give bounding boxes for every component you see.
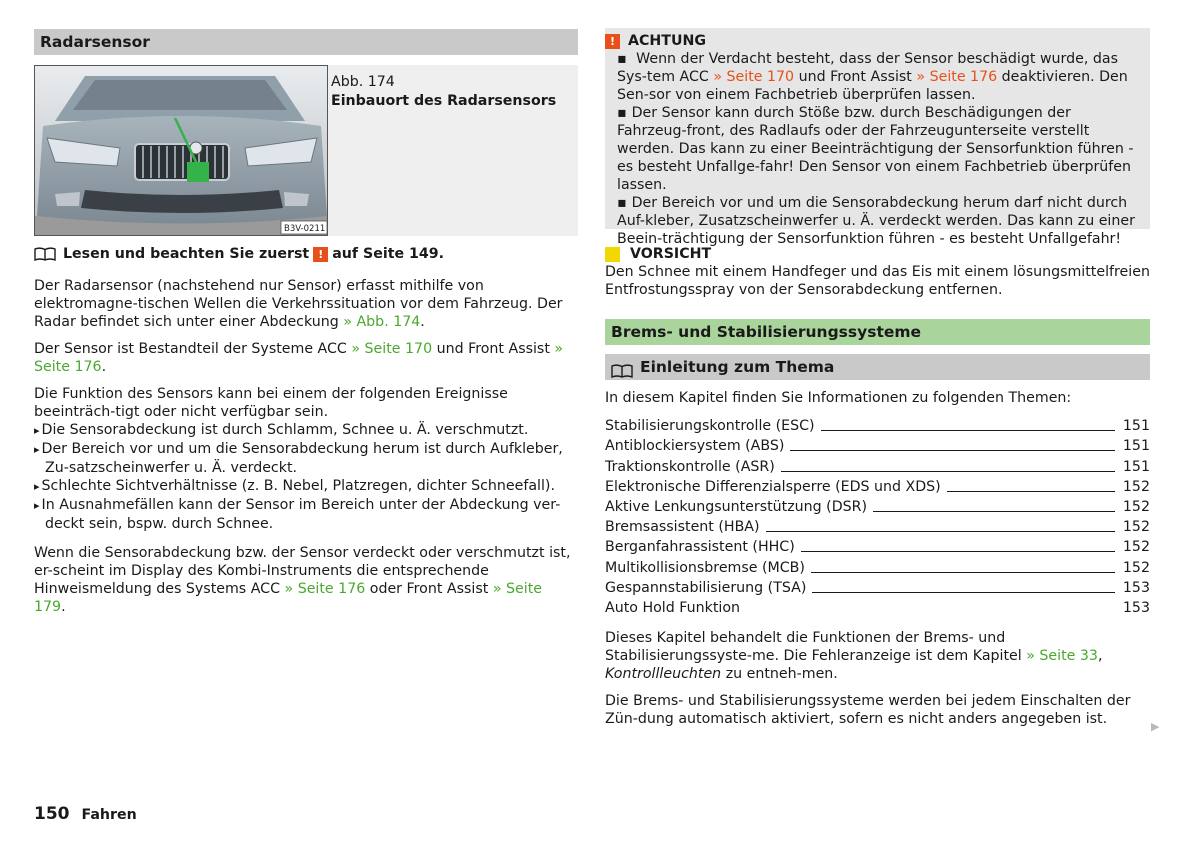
- warning-title: [605, 32, 1139, 50]
- list-item: ▸ Die Sensorabdeckung ist durch Schlamm, Schnee u. Ä. verschmutzt.: [34, 421, 578, 440]
- intro-text: In diesem Kapitel finden Sie Informationen zu folgenden Themen:: [605, 390, 1072, 406]
- caution-text: Den Schnee mit einem Handfeger und das Eis mit einem lösungsmittelfreien Entfrostungsspray von der Sensorabdeckung entfernen.: [605, 264, 1150, 298]
- list-item: ▸ Schlechte Sichtverhältnisse (z. B. Nebel, Platzregen, dichter Schneefall).: [34, 477, 578, 496]
- page-number: 150: [34, 804, 70, 824]
- p1-end: .: [420, 314, 425, 330]
- figure-title: Einbauort des Radarsensors: [331, 93, 557, 109]
- p-chapter-comma: ,: [1097, 647, 1103, 664]
- toc-leader: [781, 471, 1115, 472]
- toc-label: Gespannstabilisierung (TSA): [605, 579, 807, 596]
- toc-leader: [947, 491, 1115, 492]
- toc-leader: [801, 551, 1115, 552]
- toc-label: Bremsassistent (HBA): [605, 519, 760, 536]
- paragraph-radarsensor-intro: [34, 277, 578, 331]
- p1-text: Der Radarsensor (nachstehend nur Sensor) erfasst mithilfe von elektromagne-tischen Wellen die Verkehrssituation vor dem Fahrzeug. Der Radar befindet sich unter einer Abdeckung: [34, 278, 563, 330]
- read-first-note: [34, 244, 578, 264]
- p2-mid: und Front Assist: [436, 341, 550, 357]
- book-icon: [611, 360, 633, 374]
- toc-page: 153: [1122, 579, 1150, 596]
- p-chapter-end: zu entneh-men.: [725, 665, 838, 682]
- toc-label: Stabilisierungskontrolle (ESC): [605, 418, 815, 435]
- p4-text: Wenn die Sensorabdeckung bzw. der Sensor verdeckt oder verschmutzt ist, er-scheint im Display des Kombi-Instruments die entsprechende Hinweismeldung des Systems ACC: [34, 545, 571, 597]
- left-column: [34, 29, 578, 616]
- right-column: [605, 28, 1150, 728]
- car-front-image: [34, 65, 328, 236]
- toc-label: Traktionskontrolle (ASR): [605, 458, 775, 475]
- book-icon: [34, 247, 56, 261]
- read-note-before: Lesen und beachten Sie zuerst: [63, 246, 310, 262]
- warning-b1-c: deaktivieren. Den Sen-sor von einem Fachbetrieb überprüfen lassen.: [617, 69, 1128, 103]
- link-seite-176[interactable]: » Seite 176: [916, 69, 998, 85]
- link-seite-176[interactable]: » Seite 176: [34, 341, 564, 375]
- list-item: ▸ In Ausnahmefällen kann der Sensor im Bereich unter der Abdeckung ver-deckt sein, bspw. durch Schnee.: [34, 496, 578, 533]
- p4-mid: oder Front Assist: [369, 581, 489, 597]
- toc-label: Aktive Lenkungsunterstützung (DSR): [605, 498, 868, 515]
- intro-header-text: Einleitung zum Thema: [640, 358, 835, 376]
- paragraph-chapter-info: [605, 629, 1150, 683]
- link-seite-170[interactable]: » Seite 170: [351, 341, 433, 357]
- toc-leader: [873, 511, 1115, 512]
- figure-174: [34, 65, 578, 236]
- paragraph-auto-activation: Die Brems- und Stabilisierungssysteme werden bei jedem Einschalten der Zün-dung automatisch aktiviert, sofern es nicht anders angegeben ist.: [605, 692, 1131, 727]
- toc-page: 151: [1122, 458, 1150, 475]
- toc-row[interactable]: [605, 455, 1150, 475]
- p4-end: .: [61, 599, 66, 615]
- intro-header: [605, 354, 1150, 380]
- link-seite-170[interactable]: » Seite 170: [713, 69, 795, 85]
- link-seite-179[interactable]: » Seite 179: [34, 581, 542, 615]
- section-title-radarsensor: Radarsensor: [34, 29, 578, 55]
- toc-label: Auto Hold Funktion: [605, 599, 741, 616]
- p2-text: Der Sensor ist Bestandteil der Systeme ACC: [34, 341, 347, 357]
- list-item: ▸ Der Bereich vor und um die Sensorabdeckung herum ist durch Aufkleber, Zu-satzscheinwerfer u. Ä. verdeckt.: [34, 440, 578, 477]
- next-page-arrow-icon: ▶: [1151, 720, 1160, 733]
- p2-end: .: [101, 359, 107, 375]
- car-front-illustration: [35, 66, 328, 236]
- toc-page: 152: [1122, 559, 1150, 576]
- toc-page: 152: [1122, 498, 1150, 515]
- toc-row[interactable]: [605, 536, 1150, 556]
- toc-page: 152: [1122, 519, 1150, 536]
- toc-label: Elektronische Differenzialsperre (EDS und XDS): [605, 478, 941, 495]
- toc-row[interactable]: [605, 516, 1150, 536]
- toc-row[interactable]: [605, 435, 1150, 455]
- toc-page: 151: [1122, 438, 1150, 455]
- toc-row[interactable]: [605, 556, 1150, 576]
- toc-row[interactable]: [605, 476, 1150, 496]
- warning-bullet-2: ▪ Der Sensor kann durch Stöße bzw. durch Beschädigungen der Fahrzeug-front, des Radlaufs oder der Fahrzeugunterseite verstellt werden. Das kann zu einer Beeinträchtigung der Sensorfunktion führen - es besteht Unfallge-fahr! Den Sensor von einem Fachbetrieb überprüfen lassen.: [617, 104, 1139, 194]
- link-seite-176[interactable]: » Seite 176: [284, 581, 366, 597]
- toc-leader: [790, 450, 1114, 451]
- toc-row[interactable]: [605, 415, 1150, 435]
- paragraph-display-message: [34, 544, 578, 616]
- link-seite-33[interactable]: » Seite 33: [1026, 647, 1098, 664]
- warning-icon: !: [605, 34, 620, 49]
- toc-label: Antiblockiersystem (ABS): [605, 438, 785, 455]
- toc-label: Multikollisionsbremse (MCB): [605, 559, 805, 576]
- toc-leader: [811, 572, 1115, 573]
- topic-list: [605, 415, 1150, 617]
- chapter-name: Fahren: [81, 807, 137, 823]
- toc-leader: [821, 430, 1115, 431]
- warning-b1-b: und Front Assist: [798, 69, 912, 85]
- p-chapter-text: Dieses Kapitel behandelt die Funktionen der Brems- und Stabilisierungssyste-me. Die Fehleranzeige ist dem Kapitel: [605, 629, 1022, 664]
- link-abb-174[interactable]: » Abb. 174: [343, 314, 421, 330]
- figure-code: B3V-0211: [284, 224, 326, 234]
- toc-row[interactable]: [605, 577, 1150, 597]
- warning-bullet-1: [617, 50, 1139, 104]
- caution-icon: [605, 247, 620, 262]
- toc-page: 153: [1122, 599, 1150, 616]
- toc-label: Berganfahrassistent (HHC): [605, 539, 795, 556]
- figure-number: Abb. 174: [331, 74, 395, 90]
- warning-icon: !: [313, 247, 328, 262]
- figure-caption: [327, 65, 556, 236]
- page-footer: [34, 805, 137, 824]
- toc-page: 151: [1122, 418, 1150, 435]
- toc-row[interactable]: [605, 597, 1150, 617]
- p-chapter-italic: Kontrollleuchten: [605, 665, 722, 682]
- warning-box: [605, 28, 1150, 247]
- read-note-after: auf Seite 149.: [332, 246, 445, 262]
- toc-row[interactable]: [605, 496, 1150, 516]
- chapter-header-brems: Brems- und Stabilisierungssysteme: [605, 319, 1150, 345]
- warning-b1-a: Wenn der Verdacht besteht, dass der Sensor beschädigt wurde, das Sys-tem ACC: [617, 51, 1118, 85]
- toc-leader: [812, 592, 1115, 593]
- toc-page: 152: [1122, 539, 1150, 556]
- caution-title-text: VORSICHT: [630, 246, 712, 262]
- paragraph-sensor-systems: [34, 340, 578, 376]
- paragraph-sensor-function: Die Funktion des Sensors kann bei einem der folgenden Ereignisse beeinträch-tigt oder nicht verfügbar sein.: [34, 386, 508, 420]
- toc-leader: [766, 531, 1115, 532]
- sensor-impairment-list: [34, 421, 578, 533]
- warning-bullet-3: ▪ Der Bereich vor und um die Sensorabdeckung herum darf nicht durch Auf-kleber, Zusatzscheinwerfer u. Ä. verdeckt werden. Das kann zu einer Beein-trächtigung der Sensorfunktion führen - es besteht Unfallgefahr!: [617, 194, 1139, 248]
- warning-title-text: ACHTUNG: [628, 33, 706, 49]
- toc-page: 152: [1122, 478, 1150, 495]
